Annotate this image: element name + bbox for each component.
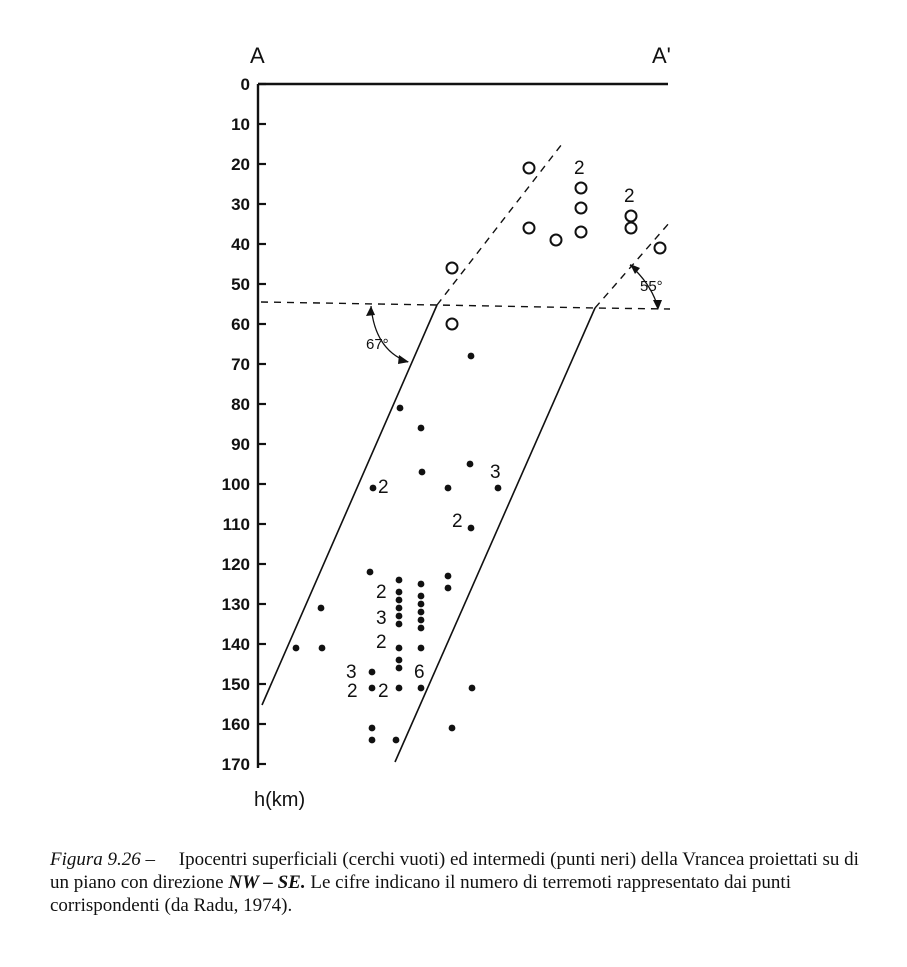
- intermediate-hypocenter-dot: [445, 573, 452, 580]
- surface-hypocenter-circle: [626, 211, 637, 222]
- slab-left-boundary-extension: [437, 144, 562, 305]
- earthquake-count-label: 2: [624, 186, 635, 207]
- intermediate-hypocenter-dot: [396, 621, 403, 628]
- intermediate-hypocenter-dot: [418, 625, 425, 632]
- intermediate-hypocenter-dot: [445, 585, 452, 592]
- angle-label-right: 55°: [640, 278, 663, 295]
- earthquake-count-label: 2: [347, 681, 358, 702]
- intermediate-hypocenter-dot: [396, 685, 403, 692]
- intermediate-hypocenter-dot: [445, 485, 452, 492]
- intermediate-hypocenter-dot: [293, 645, 300, 652]
- y-tick-label: 30: [231, 195, 250, 214]
- earthquake-count-label: 6: [414, 662, 425, 683]
- y-tick-label: 160: [221, 715, 250, 734]
- y-tick-label: 100: [221, 475, 250, 494]
- y-tick-label: 110: [222, 515, 250, 534]
- y-tick-label: 70: [231, 355, 250, 374]
- y-axis-title: h(km): [254, 789, 306, 811]
- y-tick-label: 50: [231, 275, 250, 294]
- intermediate-hypocenter-dot: [468, 525, 475, 532]
- intermediate-hypocenter-dot: [397, 405, 404, 412]
- section-start-label: A: [250, 43, 265, 68]
- intermediate-hypocenter-dot: [393, 737, 400, 744]
- intermediate-hypocenter-dot: [367, 569, 374, 576]
- y-tick-label: 60: [231, 315, 250, 334]
- intermediate-hypocenter-dot: [418, 593, 425, 600]
- caption-figure-label: Figura 9.26 –: [50, 849, 156, 870]
- earthquake-count-label: 3: [376, 608, 387, 629]
- y-tick-label: 120: [221, 555, 250, 574]
- intermediate-hypocenter-dot: [418, 581, 425, 588]
- intermediate-hypocenter-dot: [449, 725, 456, 732]
- intermediate-hypocenter-dot: [418, 601, 425, 608]
- intermediate-hypocenter-dot: [396, 657, 403, 664]
- earthquake-count-label: 3: [346, 662, 357, 683]
- y-tick-label: 90: [231, 435, 250, 454]
- earthquake-count-label: 2: [378, 477, 389, 498]
- y-tick-label: 80: [231, 395, 250, 414]
- surface-hypocenter-circle: [576, 203, 587, 214]
- surface-hypocenter-circle: [576, 183, 587, 194]
- caption-text-part2: Le cifre indicano il numero di terremoti rappresentato dai punti corrispondenti (da Radu, 1974).: [50, 872, 791, 916]
- y-tick-label: 150: [221, 675, 250, 694]
- surface-hypocenter-circle: [576, 227, 587, 238]
- intermediate-hypocenter-dot: [396, 577, 403, 584]
- intermediate-hypocenter-dot: [495, 485, 502, 492]
- intermediate-hypocenter-dot: [418, 425, 425, 432]
- earthquake-count-label: 2: [376, 632, 387, 653]
- angle-arrow-right-top: [630, 264, 640, 274]
- intermediate-hypocenter-dot: [369, 685, 376, 692]
- angle-arrow-left-top: [366, 306, 375, 316]
- intermediate-hypocenter-dot: [369, 725, 376, 732]
- y-tick-label: 140: [221, 635, 250, 654]
- caption-direction: NW – SE.: [228, 872, 306, 893]
- intermediate-hypocenter-dot: [469, 685, 476, 692]
- intermediate-hypocenter-dot: [396, 605, 403, 612]
- figure-caption: [50, 848, 870, 917]
- intermediate-hypocenter-dot: [318, 605, 325, 612]
- earthquake-count-label: 2: [574, 158, 585, 179]
- intermediate-hypocenter-dot: [467, 461, 474, 468]
- surface-hypocenter-circle: [447, 319, 458, 330]
- intermediate-hypocenter-dot: [396, 613, 403, 620]
- surface-hypocenter-circle: [524, 223, 535, 234]
- intermediate-hypocenter-dot: [418, 617, 425, 624]
- intermediate-hypocenter-dot: [369, 669, 376, 676]
- intermediate-hypocenter-dot: [419, 469, 426, 476]
- slab-left-boundary: [262, 305, 437, 705]
- angle-arc-left: [371, 306, 408, 362]
- earthquake-count-label: 2: [378, 681, 389, 702]
- intermediate-hypocenter-dot: [468, 353, 475, 360]
- y-tick-label: 0: [240, 75, 250, 94]
- y-tick-label: 20: [231, 155, 250, 174]
- y-tick-label: 10: [231, 115, 250, 134]
- intermediate-hypocenter-dot: [319, 645, 326, 652]
- surface-hypocenter-circle: [626, 223, 637, 234]
- intermediate-hypocenter-dot: [369, 737, 376, 744]
- y-tick-label: 170: [221, 755, 250, 774]
- angle-label-left: 67°: [366, 336, 389, 353]
- angle-arrow-left-bottom: [398, 355, 409, 364]
- surface-hypocenter-circle: [655, 243, 666, 254]
- intermediate-hypocenter-dot: [396, 597, 403, 604]
- intermediate-hypocenter-dot: [418, 685, 425, 692]
- y-tick-label: 40: [231, 235, 250, 254]
- intermediate-hypocenter-dot: [396, 589, 403, 596]
- earthquake-count-label: 2: [452, 511, 463, 532]
- y-tick-label: 130: [221, 595, 250, 614]
- horizontal-dashed-reference: [261, 302, 670, 309]
- intermediate-hypocenter-dot: [396, 645, 403, 652]
- intermediate-hypocenter-dot: [418, 645, 425, 652]
- surface-hypocenter-circle: [447, 263, 458, 274]
- surface-hypocenter-circle: [524, 163, 535, 174]
- intermediate-hypocenter-dot: [370, 485, 377, 492]
- section-end-label: A': [652, 43, 671, 68]
- surface-hypocenter-circle: [551, 235, 562, 246]
- slab-right-boundary: [395, 308, 595, 762]
- earthquake-count-label: 3: [490, 462, 501, 483]
- earthquake-count-label: 2: [376, 582, 387, 603]
- caption-text-part1: Ipocentri superficiali (cerchi vuoti) ed intermedi (punti neri) della Vrancea proiettati su di un piano con direzione: [50, 849, 859, 893]
- intermediate-hypocenter-dot: [418, 609, 425, 616]
- intermediate-hypocenter-dot: [396, 665, 403, 672]
